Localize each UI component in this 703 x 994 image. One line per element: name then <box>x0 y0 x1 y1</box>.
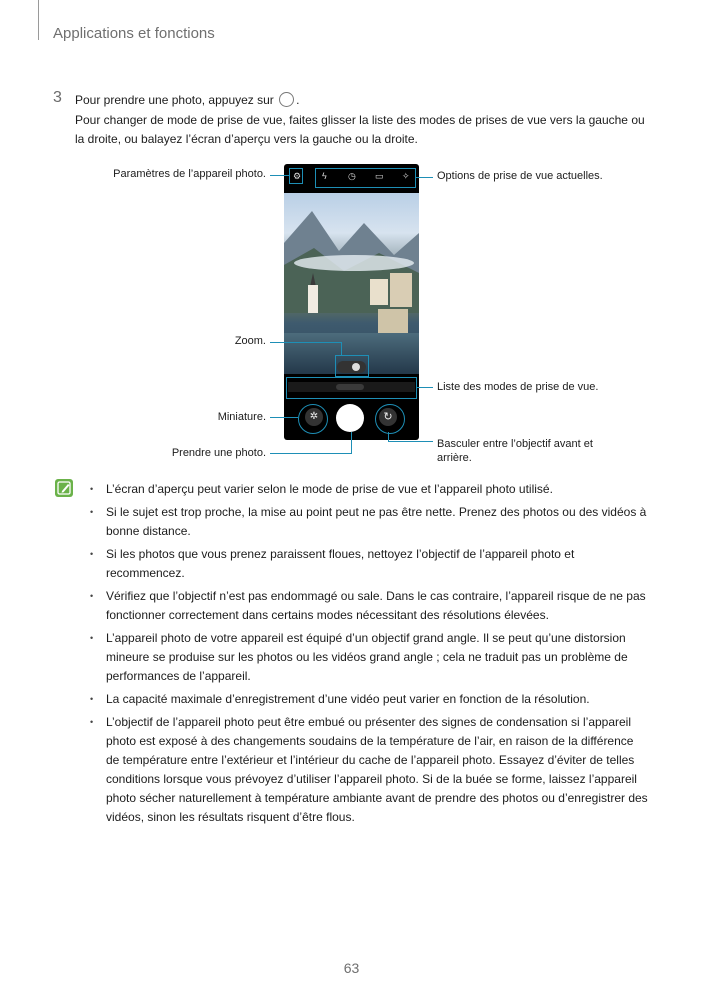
effects-icon: ✧ <box>402 171 410 181</box>
callout-camera-settings: Paramètres de l’appareil photo. <box>113 168 266 180</box>
camera-switch-icon: ↻ <box>383 411 393 423</box>
note-item: • L’objectif de l’appareil photo peut être embué ou présenter des signes de condensation si l’appareil photo est exposé à des changements soudains de la température de l’air, en raison de la différence de température entre l’extérieur et l’intérieur du cache de l’appareil photo. Essayez d’éviter de telles conditions lorsque vous prévoyez d’utiliser l’appareil photo. Si de la buée se forme, laissez l’appareil photo sécher naturellement à température ambiante avant de prendre des photos ou d’enregistrer des vidéos, sinon les résultats risquent d’être flous. <box>90 713 650 827</box>
thumbnail-icon: ✲ <box>309 411 319 422</box>
note-item: • L’appareil photo de votre appareil est équipé d’un objectif grand angle. Il se peut qu’une distorsion mineure se produise sur les photos ou les vidéos grand angle ; cela ne traduit pas un problème de performances de l’appareil. <box>90 629 650 686</box>
shutter-leader-v <box>351 432 352 453</box>
mode-list-leader <box>416 387 433 388</box>
step-paragraph: Pour changer de mode de prise de vue, faites glisser la liste des modes de prises de vue vers la gauche ou la droite, ou balayez l’écran d’aperçu vers la gauche ou la droite. <box>75 113 645 146</box>
note-item: • Si les photos que vous prenez paraissent floues, nettoyez l’objectif de l’appareil photo et recommencez. <box>90 545 650 583</box>
callout-mode-list: Liste des modes de prise de vue. <box>437 381 599 393</box>
callout-current-options: Options de prise de vue actuelles. <box>437 170 603 182</box>
options-leader <box>416 177 433 178</box>
note-item: • Si le sujet est trop proche, la mise au point peut ne pas être nette. Prenez des photos ou des vidéos à bonne distance. <box>90 503 650 541</box>
timer-icon: ◷ <box>348 171 356 181</box>
thumbnail-leader <box>270 417 298 418</box>
settings-highlight <box>289 168 303 184</box>
callout-zoom: Zoom. <box>234 335 266 347</box>
step-instruction <box>75 92 300 107</box>
gear-icon: ⚙ <box>293 171 302 181</box>
margin-rule <box>38 0 39 40</box>
zoom-highlight <box>335 355 369 377</box>
thumbnail-highlight <box>298 404 328 434</box>
callout-switch-lens: Basculer entre l’objectif avant et arrière. <box>437 438 593 464</box>
section-header: Applications et fonctions <box>53 25 215 42</box>
callout-take-photo: Prendre une photo. <box>171 447 266 459</box>
aspect-ratio-icon: ▭ <box>375 171 384 181</box>
switch-highlight <box>375 404 405 434</box>
shutter-leader-h <box>270 453 352 454</box>
note-pencil-icon <box>55 479 73 497</box>
shutter-button[interactable] <box>336 404 364 432</box>
note-item: • L’écran d’aperçu peut varier selon le mode de prise de vue et l’appareil photo utilisé. <box>90 480 650 499</box>
switch-leader-h <box>388 441 433 442</box>
step-instruction-end: . <box>296 93 300 107</box>
mode-list-highlight <box>286 377 417 399</box>
shutter-button-icon <box>279 92 294 107</box>
zoom-leader-v <box>341 342 342 355</box>
flash-icon: ϟ <box>322 171 327 181</box>
note-item: • La capacité maximale d’enregistrement d’une vidéo peut varier en fonction de la résolution. <box>90 690 650 709</box>
church <box>308 285 318 313</box>
step-number: 3 <box>53 89 62 106</box>
notes-list <box>90 480 650 831</box>
preview-photo <box>284 193 419 374</box>
callout-thumbnail: Miniature. <box>217 411 266 423</box>
page-number: 63 <box>343 960 360 976</box>
zoom-leader-h <box>270 342 342 343</box>
note-item: • Vérifiez que l’objectif n’est pas endommagé ou sale. Dans le cas contraire, l’appareil risque de ne pas fonctionner correctement dans certains modes nécessitant des résolutions élevées. <box>90 587 650 625</box>
settings-leader <box>270 175 289 176</box>
step-instruction-text: Pour prendre une photo, appuyez sur <box>75 93 274 107</box>
options-highlight <box>315 168 416 188</box>
switch-leader-v <box>388 432 389 441</box>
